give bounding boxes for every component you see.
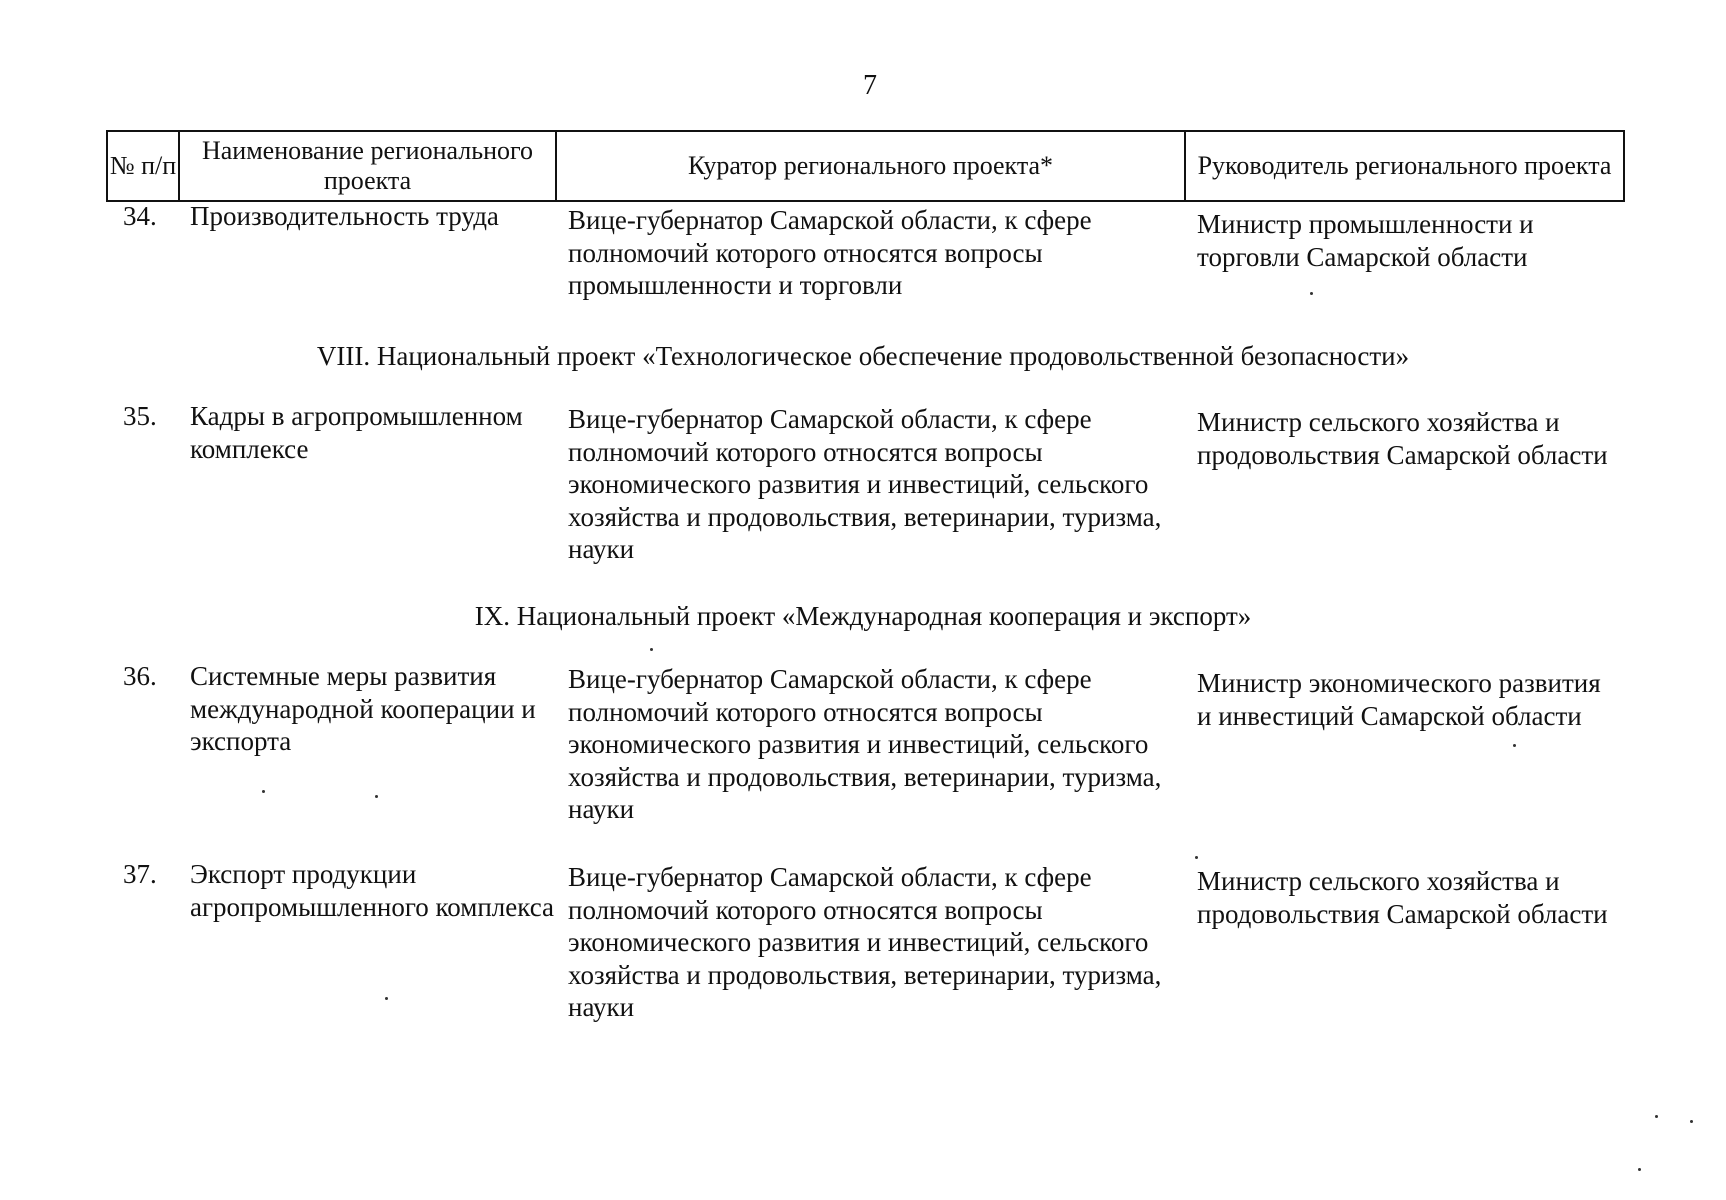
row-number: 35. bbox=[123, 401, 157, 431]
scan-speck bbox=[1655, 1115, 1658, 1118]
header-name-cell: Наименование регионального проекта bbox=[179, 131, 556, 201]
row-number: 36. bbox=[123, 661, 157, 691]
table-header bbox=[106, 130, 1625, 202]
project-head: Министр сельского хозяйства и продовольствия Самарской области bbox=[1197, 407, 1608, 470]
project-curator: Вице-губернатор Самарской области, к сфере полномочий которого относятся вопросы экономического развития и инвестиций, сельского хозяйства и продовольствия, ветеринарии, туризма, науки bbox=[568, 862, 1162, 1022]
scan-speck bbox=[1195, 856, 1198, 859]
page-number: 7 bbox=[863, 70, 877, 101]
header-curator-cell: Куратор регионального проекта* bbox=[556, 131, 1185, 201]
row-number: 34. bbox=[123, 201, 157, 231]
section-heading: VIII. Национальный проект «Технологическое обеспечение продовольственной безопасности» bbox=[316, 341, 1410, 371]
scan-speck bbox=[1513, 744, 1516, 747]
scan-speck bbox=[1310, 292, 1313, 295]
project-head: Министр промышленности и торговли Самарской области bbox=[1197, 209, 1534, 272]
row-number: 37. bbox=[123, 859, 157, 889]
scan-speck bbox=[1638, 1168, 1641, 1171]
scan-speck bbox=[650, 648, 653, 651]
scan-speck bbox=[262, 790, 265, 793]
section-heading: IX. Национальный проект «Международная кооперация и экспорт» bbox=[474, 601, 1252, 631]
header-head-cell: Руководитель регионального проекта bbox=[1185, 131, 1624, 201]
scan-speck bbox=[375, 795, 378, 798]
project-head: Министр экономического развития и инвестиций Самарской области bbox=[1197, 668, 1601, 731]
scan-speck bbox=[385, 997, 388, 1000]
project-name: Системные меры развития международной кооперации и экспорта bbox=[190, 661, 536, 756]
scan-speck bbox=[1690, 1120, 1693, 1123]
project-name: Экспорт продукции агропромышленного комплекса bbox=[190, 859, 554, 922]
project-curator: Вице-губернатор Самарской области, к сфере полномочий которого относятся вопросы промышленности и торговли bbox=[568, 205, 1092, 300]
header-number-cell: № п/п bbox=[107, 131, 179, 201]
project-name: Кадры в агропромышленном комплексе bbox=[190, 401, 523, 464]
project-head: Министр сельского хозяйства и продовольствия Самарской области bbox=[1197, 866, 1608, 929]
project-curator: Вице-губернатор Самарской области, к сфере полномочий которого относятся вопросы экономического развития и инвестиций, сельского хозяйства и продовольствия, ветеринарии, туризма, науки bbox=[568, 404, 1162, 564]
project-name: Производительность труда bbox=[190, 201, 499, 231]
project-curator: Вице-губернатор Самарской области, к сфере полномочий которого относятся вопросы экономического развития и инвестиций, сельского хозяйства и продовольствия, ветеринарии, туризма, науки bbox=[568, 664, 1162, 824]
